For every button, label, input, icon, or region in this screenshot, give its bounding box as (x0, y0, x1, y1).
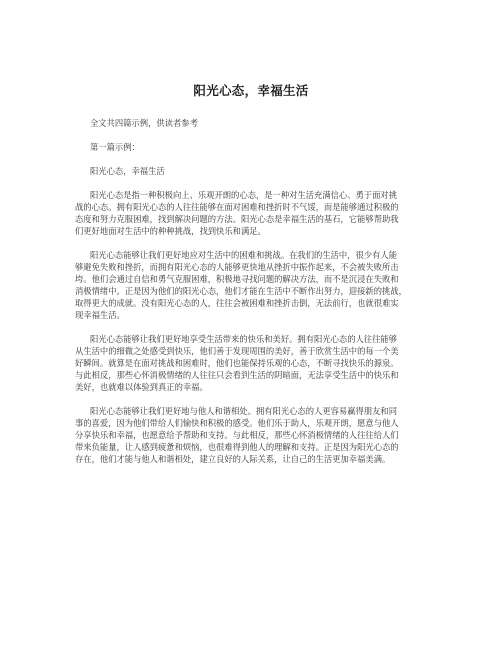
paragraph-1-line-1: 阳光心态是指一种积极向上、乐观开朗的心态，是一种对生活充满信心、勇于面对挑 (90, 190, 397, 200)
paragraph-3-line-4: 与此相反，那些心怀消极情绪的人往往只会看到生活的阴暗面，无法享受生活中的快乐和 (75, 370, 399, 380)
paragraph-2-line-5: 取得更大的成就。没有阳光心态的人，往往会被困难和挫折击倒，无法前行，也就很难实 (75, 298, 399, 308)
section-heading: 第一篇示例： (90, 142, 140, 152)
paragraph-4-line-3: 分享快乐和幸福，也愿意给予帮助和支持。与此相反，那些心怀消极情绪的人往往给人们 (75, 430, 399, 440)
paragraph-2-line-3: 垮。他们会通过自信和勇气克服困难，积极地寻找问题的解决方法，而不是沉浸在失败和 (75, 274, 399, 284)
paragraph-4-line-1: 阳光心态能够让我们更好地与他人和谐相处。拥有阳光心态的人更容易赢得朋友和同 (90, 406, 397, 416)
paragraph-2-line-6: 现幸福生活。 (75, 310, 125, 320)
paragraph-2-line-2: 够避免失败和挫折，而拥有阳光心态的人能够更快地从挫折中振作起来，不会被失败所击 (75, 262, 399, 272)
paragraph-1-line-3: 态度和努力克服困难，找到解决问题的方法。阳光心态是幸福生活的基石，它能够帮助我 (75, 214, 399, 224)
paragraph-3-line-3: 好瞬间。就算是在面对挑战和困难时，他们也能保持乐观的心态，不断寻找快乐的源泉。 (75, 358, 399, 368)
paragraph-3-line-2: 从生活中的细微之处感受到快乐，他们善于发现周围的美好，善于欣赏生活中的每一个美 (75, 346, 399, 356)
paragraph-1-line-4: 们更好地面对生活中的种种挑战，找到快乐和满足。 (75, 226, 266, 236)
intro-text: 全文共四篇示例，供读者参考 (90, 118, 198, 128)
paragraph-2-line-4: 消极情绪中。正是因为他们的阳光心态，他们才能在生活中不断作出努力，迎接新的挑战， (75, 286, 407, 296)
paragraph-3-line-1: 阳光心态能够让我们更好地享受生活带来的快乐和美好。拥有阳光心态的人往往能够 (90, 334, 397, 344)
paragraph-2-line-1: 阳光心态能够让我们更好地应对生活中的困难和挑战。在我们的生活中，很少有人能 (90, 250, 397, 260)
paragraph-4-line-5: 存在，他们才能与他人和谐相处，建立良好的人际关系，让自己的生活更加幸福美满。 (75, 454, 391, 464)
paragraph-1-line-2: 战的心态。拥有阳光心态的人往往能够在面对困难和挫折时不气馁，而是能够通过积极的 (75, 202, 399, 212)
paragraph-4-line-2: 事的喜爱，因为他们带给人们愉快和积极的感受。他们乐于助人，乐观开朗，愿意与他人 (75, 418, 399, 428)
paragraph-3-line-5: 美好，也就难以体验到真正的幸福。 (75, 382, 208, 392)
paragraph-4-line-4: 带来负能量，让人感到疲惫和烦恼，也很难得到他人的理解和支持。正是因为阳光心态的 (75, 442, 399, 452)
document-title: 阳光心态，幸福生活 (193, 83, 309, 98)
subtitle-text: 阳光心态，幸福生活 (90, 166, 165, 176)
